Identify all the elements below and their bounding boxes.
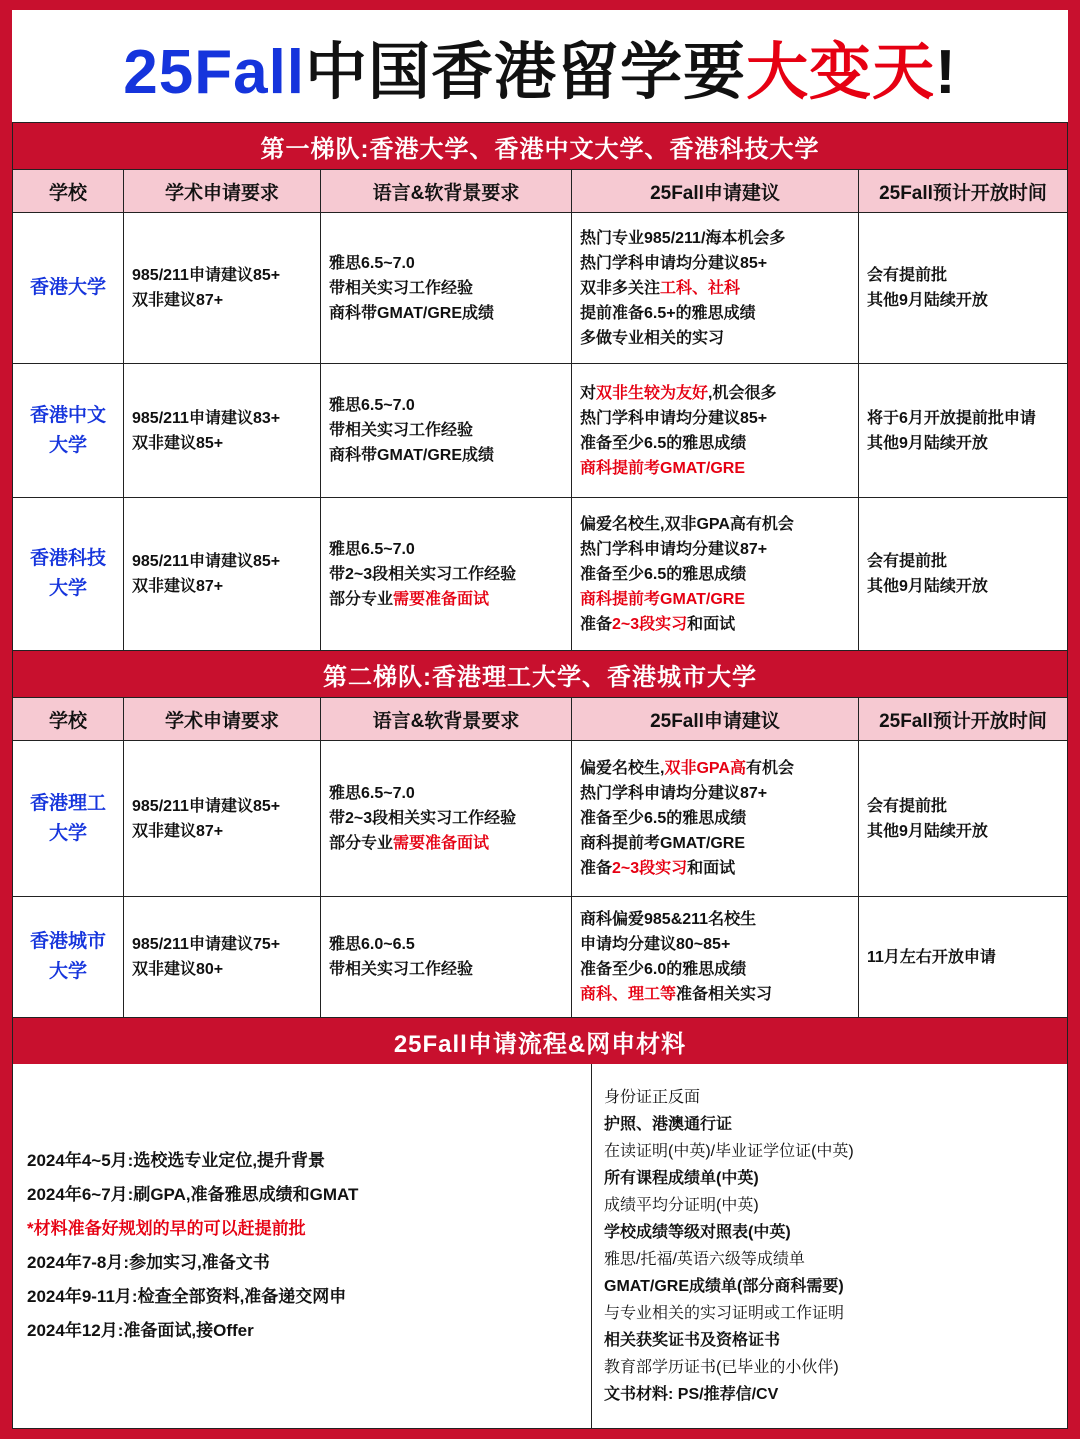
cell-school-hku: 香港大学	[13, 213, 123, 363]
cell-open-hkust: 会有提前批 其他9月陆续开放	[859, 498, 1067, 650]
column-header-academic: 学术申请要求	[124, 170, 320, 212]
cell-open-polyu: 会有提前批 其他9月陆续开放	[859, 741, 1067, 896]
cell-advice-cuhk: 对双非生较为友好,机会很多 热门学科申请均分建议85+ 准备至少6.5的雅思成绩 商科提前考GMAT/GRE	[572, 364, 858, 497]
cell-school-cityu: 香港城市 大学	[13, 897, 123, 1017]
cell-academic-hku: 985/211申请建议85+ 双非建议87+	[124, 213, 320, 363]
cell-school-hkust: 香港科技 大学	[13, 498, 123, 650]
cell-academic-polyu: 985/211申请建议85+ 双非建议87+	[124, 741, 320, 896]
main-table	[12, 122, 1068, 1429]
column-header-language: 语言&软背景要求	[321, 170, 571, 212]
cell-advice-cityu: 商科偏爱985&211名校生 申请均分建议80~85+ 准备至少6.0的雅思成绩 商科、理工等准备相关实习	[572, 897, 858, 1017]
cell-language-hku: 雅思6.5~7.0 带相关实习工作经验 商科带GMAT/GRE成绩	[321, 213, 571, 363]
tier1-grid	[13, 169, 1067, 651]
column-header-language: 语言&软背景要求	[321, 698, 571, 740]
cell-advice-hkust: 偏爱名校生,双非GPA高有机会 热门学科申请均分建议87+ 准备至少6.5的雅思成绩 商科提前考GMAT/GRE 准备2~3段实习和面试	[572, 498, 858, 650]
cell-open-cuhk: 将于6月开放提前批申请 其他9月陆续开放	[859, 364, 1067, 497]
cell-school-cuhk: 香港中文 大学	[13, 364, 123, 497]
column-header-advice: 25Fall申请建议	[572, 698, 858, 740]
column-header-school: 学校	[13, 170, 123, 212]
page-title: 25Fall中国香港留学要大变天!	[123, 37, 957, 107]
column-header-open-time: 25Fall预计开放时间	[859, 170, 1067, 212]
cell-school-polyu: 香港理工 大学	[13, 741, 123, 896]
tier2-band: 第二梯队:香港理工大学、香港城市大学	[13, 651, 1067, 697]
cell-language-cuhk: 雅思6.5~7.0 带相关实习工作经验 商科带GMAT/GRE成绩	[321, 364, 571, 497]
column-header-open-time: 25Fall预计开放时间	[859, 698, 1067, 740]
materials-list: 身份证正反面 护照、港澳通行证 在读证明(中英)/毕业证学位证(中英) 所有课程成绩单(中英) 成绩平均分证明(中英) 学校成绩等级对照表(中英) 雅思/托福/英语六级等成绩单 GMAT/GRE成绩单(部分商科需要) 与专业相关的实习证明或工作证明 相关获奖证书及资格证书 教育部学历证书(已毕业的小伙伴) 文书材料: PS/推荐信/CV	[604, 1089, 854, 1403]
tier1-band: 第一梯队:香港大学、香港中文大学、香港科技大学	[13, 123, 1067, 169]
timeline-list: 2024年4~5月:选校选专业定位,提升背景 2024年6~7月:刷GPA,准备雅思成绩和GMAT *材料准备好规划的早的可以赶提前批 2024年7-8月:参加实习,准备文书 2024年9-11月:检查全部资料,准备递交网申 2024年12月:准备面试,接Offer	[13, 1064, 592, 1428]
poster-frame	[12, 10, 1068, 1429]
cell-language-hkust: 雅思6.5~7.0 带2~3段相关实习工作经验 部分专业需要准备面试	[321, 498, 571, 650]
process-section	[13, 1064, 1067, 1428]
cell-language-polyu: 雅思6.5~7.0 带2~3段相关实习工作经验 部分专业需要准备面试	[321, 741, 571, 896]
cell-advice-polyu: 偏爱名校生,双非GPA高有机会 热门学科申请均分建议87+ 准备至少6.5的雅思成绩 商科提前考GMAT/GRE 准备2~3段实习和面试	[572, 741, 858, 896]
column-header-academic: 学术申请要求	[124, 698, 320, 740]
cell-language-cityu: 雅思6.0~6.5 带相关实习工作经验	[321, 897, 571, 1017]
cell-open-cityu: 11月左右开放申请	[859, 897, 1067, 1017]
cell-open-hku: 会有提前批 其他9月陆续开放	[859, 213, 1067, 363]
cell-academic-hkust: 985/211申请建议85+ 双非建议87+	[124, 498, 320, 650]
process-band: 25Fall申请流程&网申材料	[13, 1018, 1067, 1064]
cell-academic-cuhk: 985/211申请建议83+ 双非建议85+	[124, 364, 320, 497]
cell-advice-hku: 热门专业985/211/海本机会多 热门学科申请均分建议85+ 双非多关注工科、社科 提前准备6.5+的雅思成绩 多做专业相关的实习	[572, 213, 858, 363]
column-header-school: 学校	[13, 698, 123, 740]
cell-academic-cityu: 985/211申请建议75+ 双非建议80+	[124, 897, 320, 1017]
tier2-grid	[13, 697, 1067, 1018]
column-header-advice: 25Fall申请建议	[572, 170, 858, 212]
